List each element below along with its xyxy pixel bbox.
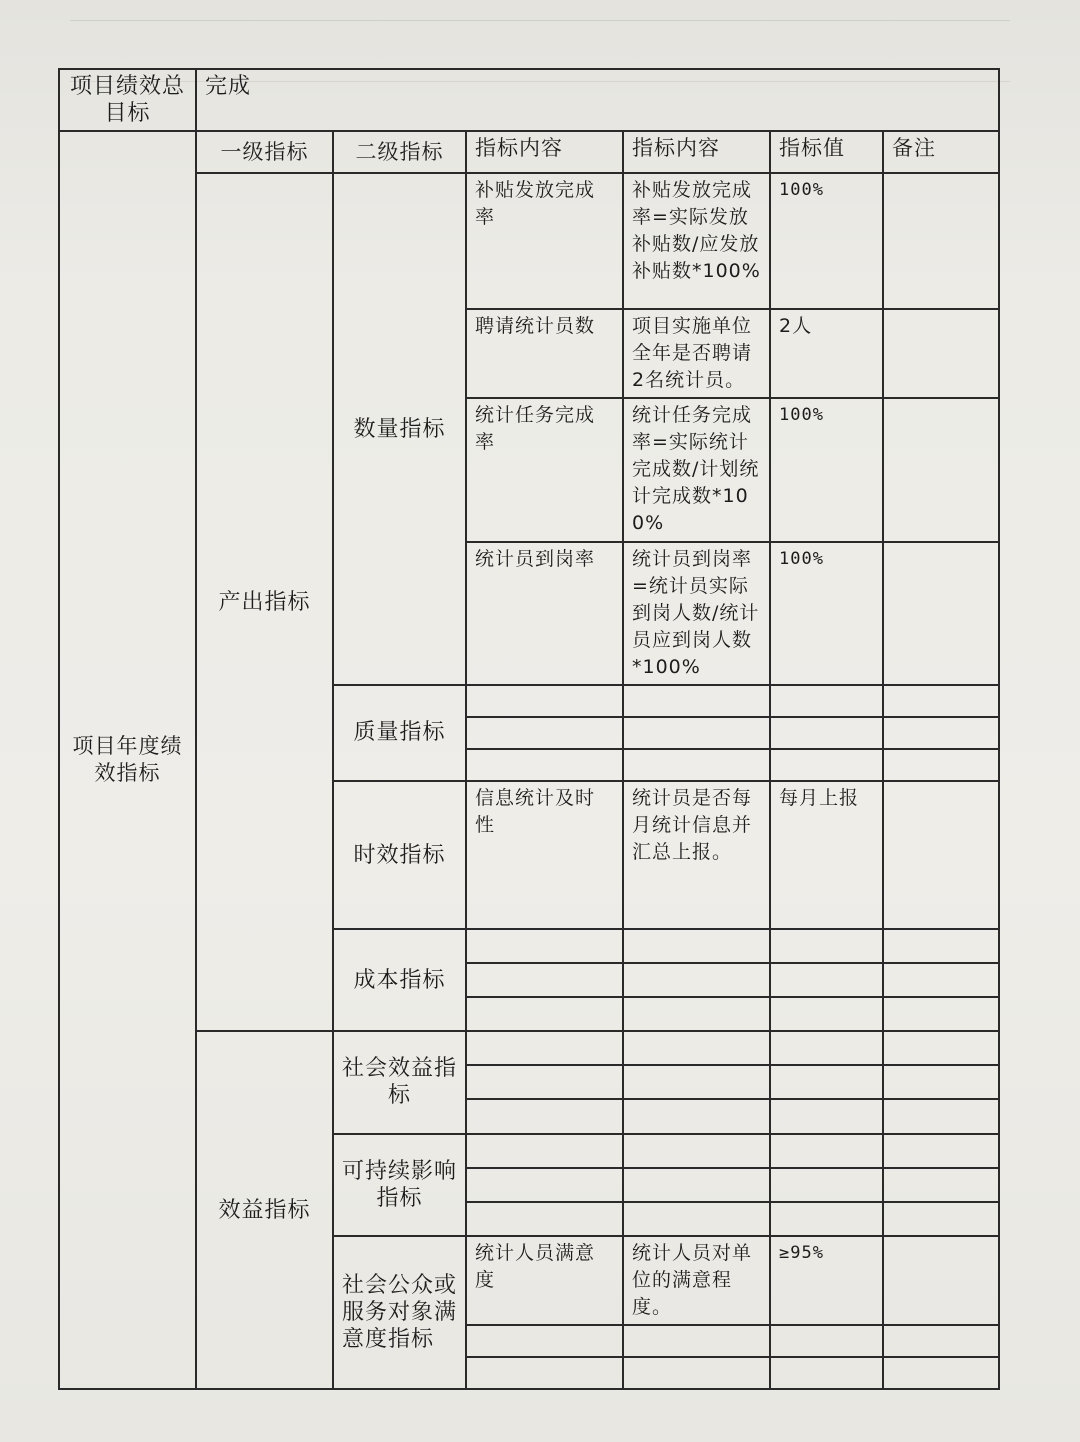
indicator-value: 100% [770,542,883,685]
empty-cell [623,749,770,781]
empty-cell [623,717,770,749]
level1-output: 产出指标 [196,173,333,1031]
empty-cell [883,929,999,963]
empty-cell [623,963,770,997]
empty-cell [883,997,999,1031]
empty-cell [770,929,883,963]
header-value: 指标值 [770,131,883,173]
goal-row [59,69,999,131]
header-level2: 二级指标 [333,131,466,173]
annual-indicator-label: 项目年度绩效指标 [59,131,196,1389]
header-content-b: 指标内容 [623,131,770,173]
table-row [59,173,999,309]
empty-cell [770,749,883,781]
empty-cell [770,1031,883,1065]
indicator-value: 每月上报 [770,781,883,929]
empty-cell [466,717,623,749]
level2-timeliness: 时效指标 [333,781,466,929]
empty-cell [466,1065,623,1099]
indicator-note [883,781,999,929]
header-row [59,131,999,173]
empty-cell [883,963,999,997]
empty-cell [883,1099,999,1133]
empty-cell [623,1099,770,1133]
indicator-formula: 补贴发放完成率=实际发放补贴数/应发放补贴数*100% [623,173,770,309]
empty-cell [770,963,883,997]
indicator-formula: 项目实施单位全年是否聘请2名统计员。 [623,309,770,398]
empty-cell [883,717,999,749]
empty-cell [770,997,883,1031]
empty-cell [466,929,623,963]
empty-cell [623,1202,770,1236]
goal-value: 完成 [196,69,999,131]
indicator-name: 聘请统计员数 [466,309,623,398]
indicator-note [883,309,999,398]
indicator-name: 统计任务完成率 [466,398,623,541]
empty-cell [623,1357,770,1389]
indicator-value: 100% [770,398,883,541]
empty-cell [770,1357,883,1389]
level2-satisfaction: 社会公众或服务对象满意度指标 [333,1236,466,1389]
empty-cell [770,717,883,749]
indicator-name: 补贴发放完成率 [466,173,623,309]
empty-cell [623,929,770,963]
header-content-a: 指标内容 [466,131,623,173]
empty-cell [883,1168,999,1202]
table-row [59,1031,999,1065]
indicator-note [883,1236,999,1325]
empty-cell [623,1031,770,1065]
empty-cell [770,1134,883,1168]
empty-cell [770,1168,883,1202]
empty-cell [770,1099,883,1133]
indicator-name: 统计员到岗率 [466,542,623,685]
empty-cell [466,1134,623,1168]
indicator-note [883,173,999,309]
level2-sustainable: 可持续影响指标 [333,1134,466,1236]
header-level1: 一级指标 [196,131,333,173]
empty-cell [466,685,623,717]
empty-cell [466,1031,623,1065]
empty-cell [466,963,623,997]
empty-cell [623,685,770,717]
empty-cell [623,997,770,1031]
indicator-formula: 统计员是否每月统计信息并汇总上报。 [623,781,770,929]
empty-cell [466,997,623,1031]
goal-label: 项目绩效总目标 [59,69,196,131]
empty-cell [770,1202,883,1236]
empty-cell [623,1065,770,1099]
empty-cell [883,1202,999,1236]
empty-cell [770,1065,883,1099]
empty-cell [466,1099,623,1133]
empty-cell [883,749,999,781]
indicator-name: 统计人员满意度 [466,1236,623,1325]
indicator-value: 2人 [770,309,883,398]
level2-social-benefit: 社会效益指标 [333,1031,466,1133]
level2-quality: 质量指标 [333,685,466,781]
empty-cell [466,1325,623,1357]
empty-cell [623,1168,770,1202]
level1-benefit: 效益指标 [196,1031,333,1389]
indicator-value: ≥95% [770,1236,883,1325]
empty-cell [883,1325,999,1357]
empty-cell [770,1325,883,1357]
empty-cell [770,685,883,717]
header-note: 备注 [883,131,999,173]
empty-cell [883,685,999,717]
empty-cell [623,1134,770,1168]
indicator-value: 100% [770,173,883,309]
empty-cell [466,1357,623,1389]
indicator-note [883,398,999,541]
empty-cell [466,1202,623,1236]
indicator-note [883,542,999,685]
indicator-formula: 统计任务完成率=实际统计完成数/计划统计完成数*100% [623,398,770,541]
empty-cell [883,1134,999,1168]
level2-cost: 成本指标 [333,929,466,1031]
empty-cell [466,749,623,781]
empty-cell [466,1168,623,1202]
level2-quantity: 数量指标 [333,173,466,685]
empty-cell [883,1065,999,1099]
empty-cell [883,1031,999,1065]
indicator-formula: 统计人员对单位的满意程度。 [623,1236,770,1325]
performance-indicator-table [58,68,1000,1390]
empty-cell [883,1357,999,1389]
empty-cell [623,1325,770,1357]
indicator-formula: 统计员到岗率=统计员实际到岗人数/统计员应到岗人数*100% [623,542,770,685]
indicator-name: 信息统计及时性 [466,781,623,929]
